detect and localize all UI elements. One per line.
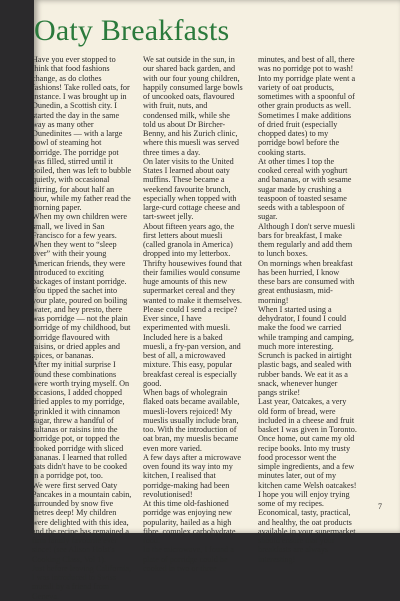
paragraph: A few days after a microwave oven found its way into my kitchen, I realised that porridge-making had been revolutionised! <box>143 452 241 499</box>
paragraph: In the microwave, I found a plate of porridge could be cooked in two or three <box>143 545 234 573</box>
paragraph: We were first served Oaty Pancakes in a mountain cabin, surrounded by snow five metres deep! My children were delighted with this idea, and the recipe has remained a firm family favourite ever since! (see Alison Holst's Cooking Class, Vol 1). <box>32 480 132 564</box>
paragraph: On later visits to the United States I learned about oaty muffins. These became a weekend favourite brunch, especially when topped with large-curd cottage cheese and tart-sweet jelly. <box>143 156 240 222</box>
paragraph: When my own children were small, we lived in San Francisco for a few years. When they went to “sleep over” with their young American friends, they were introduced to exciting packages of instant porridge. You tipped the sachet into your plate, poured on boiling water, and hey presto, there was porridge — not the plain porridge of my childhood, but porridge flavoured with raisins, or dried apples and spices, or bananas. <box>32 212 131 360</box>
paragraph: When bags of wholegrain flaked oats became available, muesli-lovers rejoiced! My mueslis usually include bran, too. With the introduction of oat bran, my mueslis became even more varied. <box>143 388 240 453</box>
paragraph: About fifteen years ago, the first letters about muesli (called granola in America) dropped into my letterbox. Thrifty housewives found that their families would consume huge amounts of this new supermarket cereal and they wanted to make it themselves. Please could I send a recipe? Ever since, I have experimented with muesli. Included here is a baked muesli, a fry-pan version, and best of all, a microwaved mixture. This easy, popular breakfast cereal is especially good. <box>143 221 242 388</box>
paragraph: Although I don't serve muesli bars for breakfast, I make them regularly and add them to lunch boxes. <box>258 221 355 259</box>
paragraph: Have you ever stopped to think that food fashions change, as do clothes fashions! Take rolled oats, for instance. I was brought up in Dunedin, a Scottish city. I started the day in the same way as many other Dunedinites — with a large bowl of steaming hot porridge. The porridge pot was filled, stirred until it boiled, then was left to bubble quietly, with occasional stirring, for about half an hour, while my father read the morning paper. <box>32 55 132 212</box>
page-number: 7 <box>378 502 382 511</box>
paragraph: I hope you will enjoy trying some of my recipes. Economical, tasty, practical, and healthy, the oat products available in your supermarket should ensure that your breakfasts are always interesting! <box>258 489 356 564</box>
text-column-3 <box>258 55 358 564</box>
paragraph: At this time old-fashioned porridge was enjoying new popularity, hailed as a high fibre, complex carbohydrate food. <box>143 499 236 545</box>
paragraph: At other times I top the cooked cereal with yoghurt and bananas, or with sesame sugar made by crushing a teaspoon of toasted sesame seeds with a tablespoon of sugar. <box>258 156 352 222</box>
paragraph: Just before leaving California, I was introduced to Swiss muesli by a friend from Geneva. <box>32 563 132 601</box>
paragraph: We sat outside in the sun, in our shared back garden, and with our four young children, happily consumed large bowls of uncooked oats, flavoured with fruit, nuts, and condensed milk, while she told us about Dr Bircher-Benny, and his Zurich clinic, where this muesli was served three times a day. <box>143 55 243 157</box>
paragraph: After my initial surprise I found these combinations were worth trying myself. On occasions, I added chopped dried apples to my porridge, sprinkled it with cinnamon sugar, threw a handful of sultanas or raisins into the porridge pot, or topped the cooked porridge with sliced bananas. I learned that rolled oats didn't have to be cooked in a porridge pot, too. <box>32 360 130 481</box>
paragraph: On mornings when breakfast has been hurried, I know these bars are consumed with great enthusiasm, mid-morning! <box>258 258 355 305</box>
paragraph: minutes, and best of all, there was no porridge pot to wash! Into my porridge plate went a variety of oat products, sometimes with a spoonful of other grain products as well. Sometimes I make additions of dried fruit (especially chopped dates) to my porridge bowl before the cooking starts. <box>258 55 356 157</box>
page-title: Oaty Breakfasts <box>34 14 230 47</box>
paragraph: When I started using a dehydrator, I found I could make the food we carried while tramping and camping, much more interesting. Scrunch is packed in airtight plastic bags, and sealed with rubber bands. We eat it as a snack, whenever hunger pangs strike! <box>258 304 354 397</box>
text-column-1 <box>32 55 132 601</box>
paragraph: Last year, Oatcakes, a very old form of bread, were included in a cheese and fruit basket I was given in Toronto. Once home, out came my old recipe books. Into my trusty food processor went the simple ingredients, and a few minutes later, out of my kitchen came Welsh oatcakes! <box>258 397 357 490</box>
text-column-2 <box>143 55 243 573</box>
